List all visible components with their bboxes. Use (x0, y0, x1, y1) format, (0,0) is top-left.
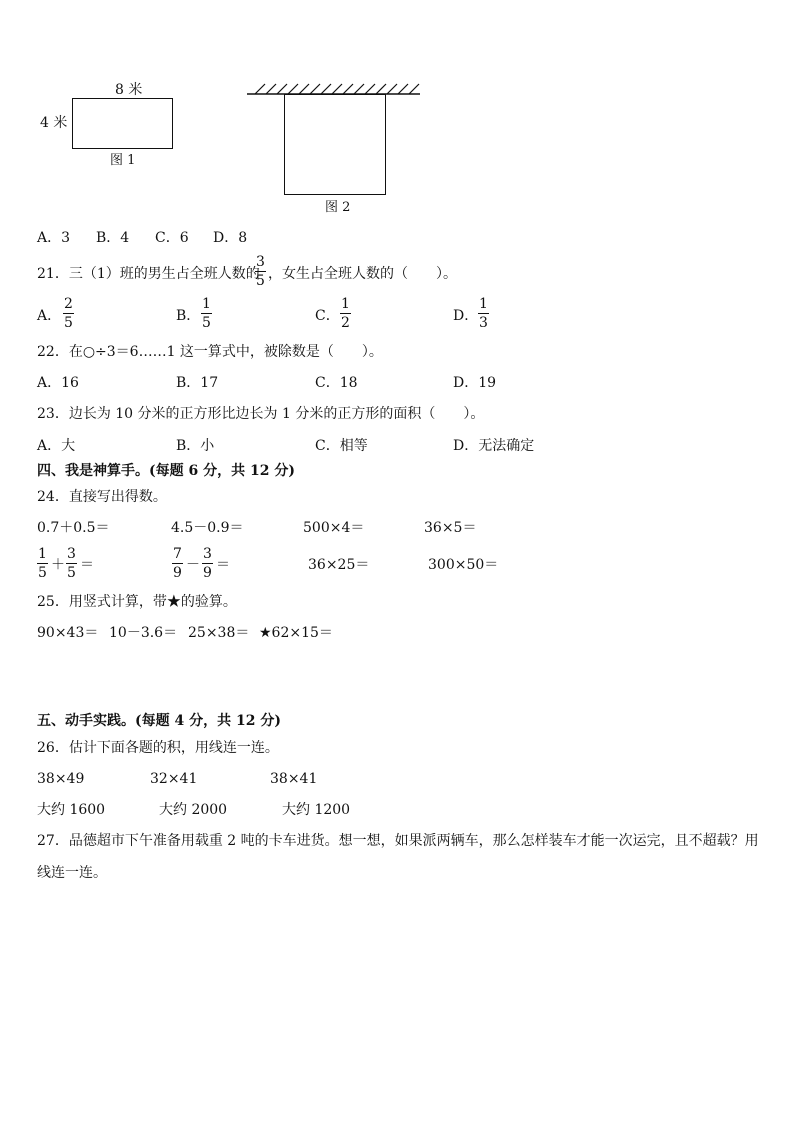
q21-question-prefix: 21．三（1）班的男生占全班人数的 (37, 266, 260, 282)
fraction-bar (66, 563, 77, 564)
fraction-numerator: 1 (341, 296, 350, 312)
q21-option-d-fraction (478, 296, 489, 331)
figure1-width-label: 8 米 (115, 82, 143, 98)
fraction-bar (201, 313, 212, 314)
q21-fraction-denominator: 5 (256, 273, 265, 289)
q22-option-b: B．17 (176, 375, 219, 391)
fraction-denominator: 5 (64, 315, 73, 331)
fraction-bar (255, 271, 266, 272)
q22-option-d: D．19 (453, 375, 497, 391)
fraction-numerator: 7 (173, 546, 182, 562)
fraction-denominator: 3 (479, 315, 488, 331)
q22-option-a: A．16 (37, 375, 79, 391)
q27-question-line2: 线连一连。 (37, 865, 107, 881)
fraction-numerator: 1 (479, 296, 488, 312)
q21-option-b-letter: B． (176, 308, 201, 324)
q26-estimate-2: 大约 2000 (159, 802, 228, 818)
q24-question: 24．直接写出得数。 (37, 489, 167, 505)
q25-expr-3: 25×38＝ (188, 625, 250, 641)
q20-option-c: C．6 (155, 230, 189, 246)
q24-expr-8: 300×50＝ (428, 557, 499, 573)
q21-option-b-fraction (201, 296, 212, 331)
fraction-denominator: 5 (202, 315, 211, 331)
fraction-bar (63, 313, 74, 314)
figure2-caption: 图 2 (325, 200, 351, 215)
q20-option-a: A．3 (37, 230, 71, 246)
fraction-denominator: 9 (173, 565, 182, 581)
q21-fraction (255, 254, 266, 289)
fraction-bar (340, 313, 351, 314)
q25-question: 25．用竖式计算，带★的验算。 (37, 594, 237, 610)
fraction-denominator: 5 (67, 565, 76, 581)
q24-expr-3: 500×4＝ (303, 520, 365, 536)
q26-expr-2: 32×41 (150, 771, 198, 787)
q24-expr-2: 4.5－0.9＝ (171, 520, 244, 536)
q27-question-line1: 27．品德超市下午准备用载重 2 吨的卡车进货。想一想，如果派两辆车，那么怎样装车才能一次运完，且不超载？用 (37, 833, 759, 849)
q26-expr-1: 38×49 (37, 771, 85, 787)
fraction-numerator: 3 (203, 546, 212, 562)
q24-expr-1: 0.7＋0.5＝ (37, 520, 110, 536)
q23-question: 23．边长为 10 分米的正方形比边长为 1 分米的正方形的面积（ ）。 (37, 406, 485, 422)
q24-equals-1: ＝ (80, 557, 94, 573)
q26-estimate-3: 大约 1200 (282, 802, 351, 818)
fraction-numerator: 1 (38, 546, 47, 562)
fraction-denominator: 5 (38, 565, 47, 581)
q26-estimate-1: 大约 1600 (37, 802, 106, 818)
q21-option-a-letter: A． (37, 308, 62, 324)
q21-fraction-numerator: 3 (256, 254, 265, 270)
q26-expr-3: 38×41 (270, 771, 318, 787)
q23-option-d: D．无法确定 (453, 438, 535, 454)
fraction-numerator: 3 (67, 546, 76, 562)
q26-question: 26．估计下面各题的积，用线连一连。 (37, 740, 279, 756)
section5-title: 五、动手实践。(每题 4 分，共 12 分) (37, 713, 281, 729)
q24-equals-2: ＝ (216, 557, 230, 573)
q25-expr-2: 10－3.6＝ (109, 625, 178, 641)
q21-question-suffix: ，女生占全班人数的（ ）。 (268, 266, 457, 282)
fraction-bar (202, 563, 213, 564)
fraction-bar (37, 563, 48, 564)
q24-expr-4: 36×5＝ (424, 520, 477, 536)
fraction-bar (478, 313, 489, 314)
q24-frac-b1 (172, 546, 183, 581)
q23-option-c: C．相等 (315, 438, 368, 454)
q24-plus-sign: ＋ (51, 557, 65, 573)
q21-option-d-letter: D． (453, 308, 479, 324)
q20-option-d: D．8 (213, 230, 248, 246)
fraction-denominator: 9 (203, 565, 212, 581)
figure2-square (284, 94, 386, 195)
q22-question: 22．在○÷3＝6……1 这一算式中，被除数是（ ）。 (37, 344, 383, 360)
q25-expr-4: ★62×15＝ (259, 625, 333, 641)
q24-expr-7: 36×25＝ (308, 557, 370, 573)
q20-option-b: B．4 (96, 230, 130, 246)
figure1-height-label: 4 米 (40, 115, 68, 131)
q23-option-b: B．小 (176, 438, 215, 454)
q24-frac-b2 (202, 546, 213, 581)
fraction-denominator: 2 (341, 315, 350, 331)
q21-option-c-letter: C． (315, 308, 340, 324)
fraction-bar (172, 563, 183, 564)
q23-option-a: A．大 (37, 438, 76, 454)
q22-option-c: C．18 (315, 375, 358, 391)
q21-option-a-fraction (63, 296, 74, 331)
q21-option-c-fraction (340, 296, 351, 331)
fraction-numerator: 1 (202, 296, 211, 312)
figure1-caption: 图 1 (110, 153, 136, 168)
q24-frac-a2 (66, 546, 77, 581)
fraction-numerator: 2 (64, 296, 73, 312)
q24-frac-a1 (37, 546, 48, 581)
section4-title: 四、我是神算手。(每题 6 分，共 12 分) (37, 463, 295, 479)
figure1-rectangle (72, 98, 173, 149)
q24-minus-sign: － (186, 557, 200, 573)
q25-expr-1: 90×43＝ (37, 625, 99, 641)
